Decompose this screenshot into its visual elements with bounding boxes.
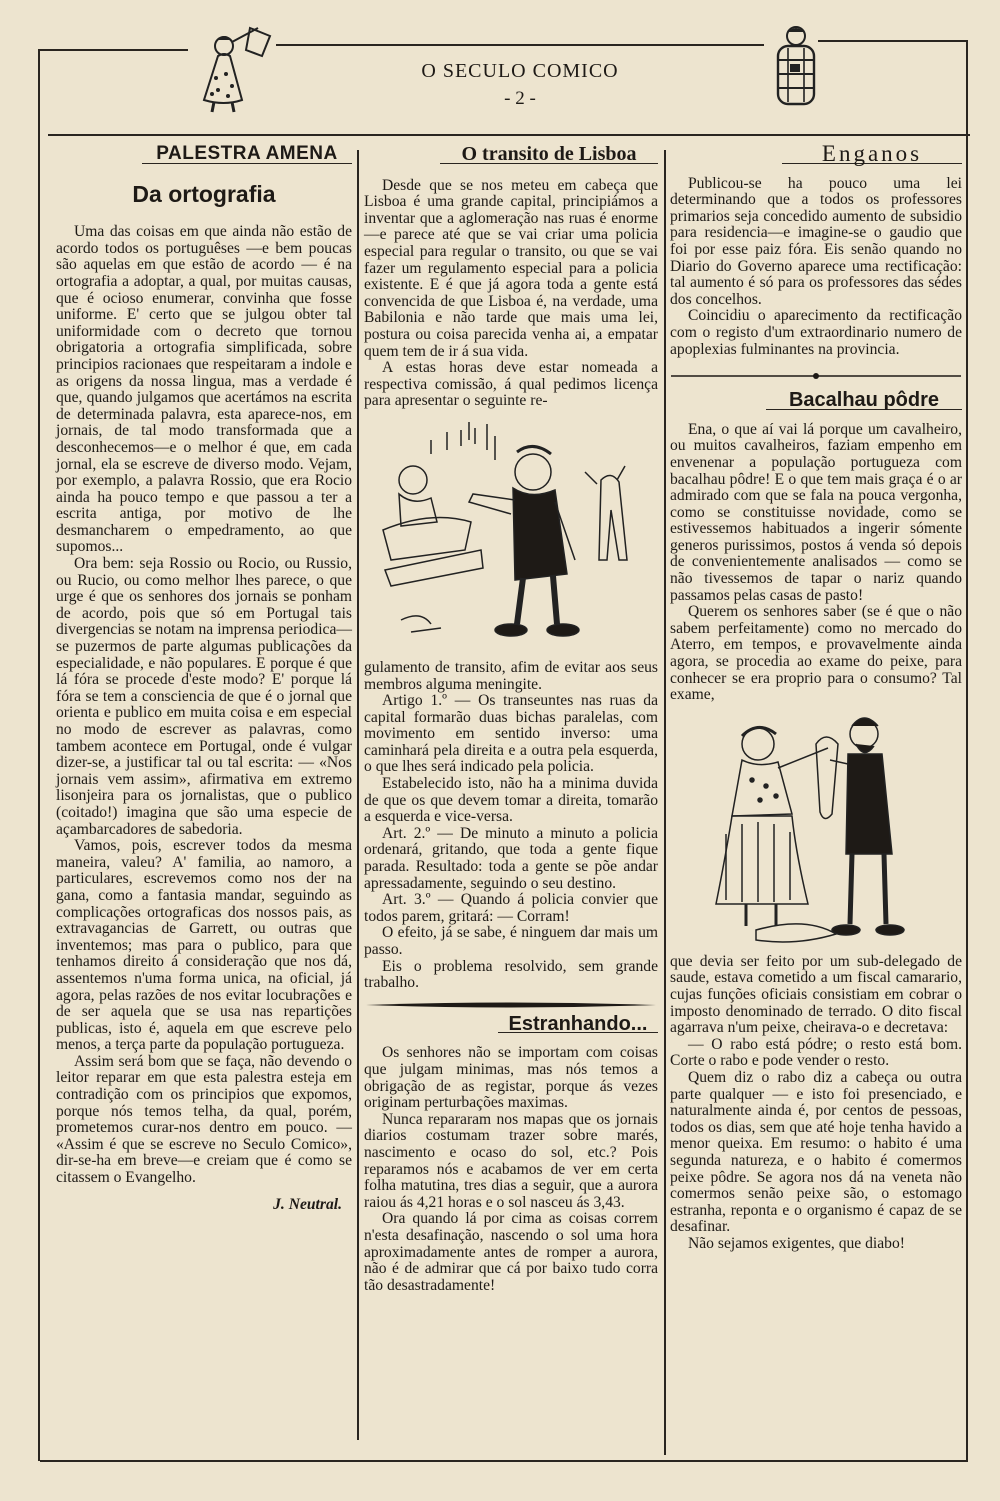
frame-left — [38, 49, 40, 1461]
signature: J. Neutral. — [273, 1195, 342, 1213]
column-3 — [670, 141, 962, 1253]
paragraph: que devia ser feito por um sub-delegado de saude, estava cometido a um fiscal camarario, cujas funções oficiais consistiam em cobrar o imposto denominado de terrado. O dito fiscal agarrava n'um peixe, cheirava-o e decretava: — [670, 952, 962, 1037]
article-title-bacalhau: Bacalhau pôdre — [788, 389, 940, 412]
header-rule-left — [40, 49, 188, 51]
paragraph: Ena, o que aí vai lá porque um cavalheiro, ou muitos cavalheiros, faziam empenho em envenenar a população portugueza com bacalhau pôdre! E o que tem mais graça é o ar admirado com que se fala na pouca vergonha, como se constituisse novidade, como se estivessemos habituados a ingerir sómente generos purissimos, postos á venda só depois de convenientemente analisados — como se não tivessemos de tapar o nariz quando passamos pelas casas de pasto! — [670, 420, 962, 604]
paragraph: Nunca repararam nos mapas que os jornais diarios costumam trazer sobre marés, nascimento e ocaso do sol, etc.? Pois reparamos nós e acabamos de ver em certa folha matutina, tres dias a seguir, que a aurora raiou ás 4,21 horas e o sol nasceu ás 3,43. — [364, 1110, 658, 1211]
paragraph: Art. 3.º — Quando á policia convier que todos parem, gritará: — Corram! — [364, 891, 658, 925]
paragraph: Eis o problema resolvido, sem grande trabalho. — [364, 957, 658, 992]
article-title-ortografia: Da ortografia — [132, 180, 276, 207]
column-2 — [364, 143, 658, 1294]
column-divider-1 — [357, 150, 359, 1440]
section-head-palestra: PALESTRA AMENA — [156, 143, 338, 164]
paragraph: Quem diz o rabo diz a cabeça ou outra parte qualquer — e isto foi presenciado, e naturalmente ainda é, por centos de pessoas, todos os dias, sem que até hoje tenha havido a menor queixa. Em resumo: o habito é uma segunda natureza, e o habito é comermos peixe pôdre. Se agora nos dá na veneta não comermos senão peixe são, o estomago estranha, reponta e o organismo é capaz de se desafinar. — [670, 1068, 962, 1236]
girl-mascot-icon — [188, 26, 272, 116]
fish-inspector-illustration — [696, 704, 936, 954]
article-title-transito: O transito de Lisboa — [461, 143, 637, 165]
header-rule-center — [276, 44, 764, 46]
policeman-illustration — [371, 410, 651, 660]
paragraph: O efeito, já se sabe, é ninguem dar mais um passo. — [364, 924, 658, 958]
paragraph: Querem os senhores saber (se é que o não sabem perfeitamente) como no mercado do Aterro, em tempos, e provavelmente ainda agora, se procedia ao exame do peixe, para conhecer se era proprio para o consumo? Tal exame, — [670, 603, 962, 704]
frame-right — [966, 40, 968, 1460]
paragraph: Ora bem: seja Rossio ou Rocio, ou Russio, ou Rucio, ou como melhor lhes parece, o que urge é que os senhores dos jornais se ponham de acordo, pois que só em Portugal tais divergencias se notam na imprensa periodica—se puzermos de parte algumas publicações da especialidade, e não populares. E porque é que lá fóra se procede d'este modo? E' porque lá fóra se tem a consciencia de que é o jornal que orienta e publico em muita coisa e em especial no modo de escrever as palavras, como tambem acontece em Portugal, onde é vulgar dizer-se, a justificar tal ou tal escrita: — «Nos jornais vem assim», afirmativa em extremo lisonjeira para os jornalistas, que o publico (coitado!) imagina que são uma especie de açambarcadores de sabedoria. — [56, 555, 352, 838]
article-title-estranhando: Estranhando... — [508, 1012, 648, 1035]
paragraph: — O rabo está pódre; o resto está bom. Corte o rabo e pode vender o resto. — [670, 1035, 962, 1070]
paragraph: A estas horas deve estar nomeada a respectiva comissão, á qual pedimos licença para apresentar o seguinte re- — [364, 359, 658, 410]
paragraph: Coincidiu o aparecimento da rectificação com o registo d'um extraordinario numero de apoplexias fulminantes na provincia. — [670, 307, 962, 358]
paragraph: Artigo 1.º — Os transeuntes nas ruas da capital formarão duas bichas paralelas, com movimento em sentido inverso: uma caminhará pela direita e a outra pela esquerda, o que lhes será indicado pela policia. — [364, 692, 658, 776]
paragraph: Uma das coisas em que ainda não estão de acordo todos os portuguêses —e bem poucas são aquelas em que estão de acordo — é na ortografia a adoptar, a qual, por muitas causas, que é ocioso enumerar, convinha que fosse uniforme. E' certo que se julgou obter tal uniformidade com o decreto que tornou obrigatoria a ortografia simplificada, sobre principios racionaes que respeitaram a indole e as origens da nossa lingua, mas a verdade é que, quando julgamos que acertámos na escrita de determinada palavra, esta aparece-nos, em jornais, de tal modo transformada que a desconhecemos—e o melhor é que, em cada jornal, ela se escreve de diverso modo. Vejam, por exemplo, a palavra Rossio, que era Rocio ainda ha pouco tempo e que passou a ter a escrita antiga, por motivo de lhe desmancharem o empedramento, ao que supomos... — [56, 223, 352, 556]
paragraph: Estabelecido isto, não ha a minima duvida de que os que devem tomar a direita, tomarão a esquerda e vice-versa. — [364, 775, 658, 826]
page-number: - 2 - — [504, 88, 536, 109]
paragraph: Não sejamos exigentes, que diabo! — [688, 1234, 905, 1252]
newspaper-title: O SECULO COMICO — [421, 60, 619, 82]
header-rule-bottom — [48, 134, 970, 136]
section-separator — [366, 998, 656, 1012]
paragraph: Os senhores não se importam com coisas que julgam minimas, mas nós temos a obrigação de as registar, porque ás vezes originam perturbações maximas. — [364, 1044, 658, 1112]
paragraph: Ora quando lá por cima as coisas correm n'esta desafinação, nascendo o sol uma hora aproximadamente antes de romper a aurora, não é de admirar que cá por baixo tudo corra tão desastradamente! — [364, 1210, 658, 1294]
column-divider-2 — [664, 150, 666, 1455]
paragraph: gulamento de transito, afim de evitar aos seus membros alguma meningite. — [364, 658, 658, 693]
article-title-enganos: Enganos — [821, 141, 923, 166]
barrel-mascot-icon — [770, 24, 820, 108]
paragraph: Assim será bom que se faça, não devendo o leitor reparar em que esta palestra esteja em contradição com os principios que expomos, porque nós temos telha, da qual, porém, prometemos curar-nos dentro em pouco. — «Assim é que se escreve no Seculo Comico», dir-se-ha em breve—e creiam que é como se citassem o Evangelho. — [56, 1052, 352, 1187]
paragraph: Desde que se nos meteu em cabeça que Lisboa é uma grande capital, principiámos a inventar que a aglomeração nas ruas é enorme—e parece até que se vai criar uma policia especial para regular o transito, ou que se vai fazer um regulamento especial para a policia existente. E é que já agora toda a gente está convencida de que Lisboa é, na verdade, uma Babilonia e não tarde que mais uma lei, postura ou coisa parecida venha ai, a empatar quem tem de ir á sua vida. — [364, 176, 658, 360]
paragraph: Publicou-se ha pouco uma lei determinando que a todos os professores primarios seja concedido aumento de subsidio para residencia—e imagine-se o gaudio que foi por esse paiz fóra. Eis senão quando no Diario do Governo aparece uma rectificação: tal aumento é só para os professores das sédes dos concelhos. — [670, 174, 962, 308]
paragraph: Vamos, pois, escrever todos da mesma maneira, valeu? A' familia, ao namoro, a particulares, escrevemos como nos der na gana, como a fantasia mandar, seguindo as complicações ortograficas dos nossos pais, as extravagancias de Garrett, ou outras que inventemos; mas para o publico, para que tenhamos direito á consideração que nos dá, assentemos n'uma forma unica, na oficial, já agora, pelas razões de nos evitar locubrações e de ser aquela que se usa nas repartições publicas, isto é, aquela em que escreve pelo menos, a terça parte da população portugueza. — [56, 837, 352, 1054]
column-1 — [56, 143, 352, 1213]
header-rule-right — [818, 40, 968, 42]
frame-bottom — [40, 1460, 968, 1462]
paragraph: Art. 2.º — De minuto a minuto a policia ordenará, gritando, que toda a gente fique parada. Resultado: toda a gente se põe andar apressadamente, seguindo o seu destino. — [364, 824, 658, 892]
section-separator — [671, 370, 961, 382]
